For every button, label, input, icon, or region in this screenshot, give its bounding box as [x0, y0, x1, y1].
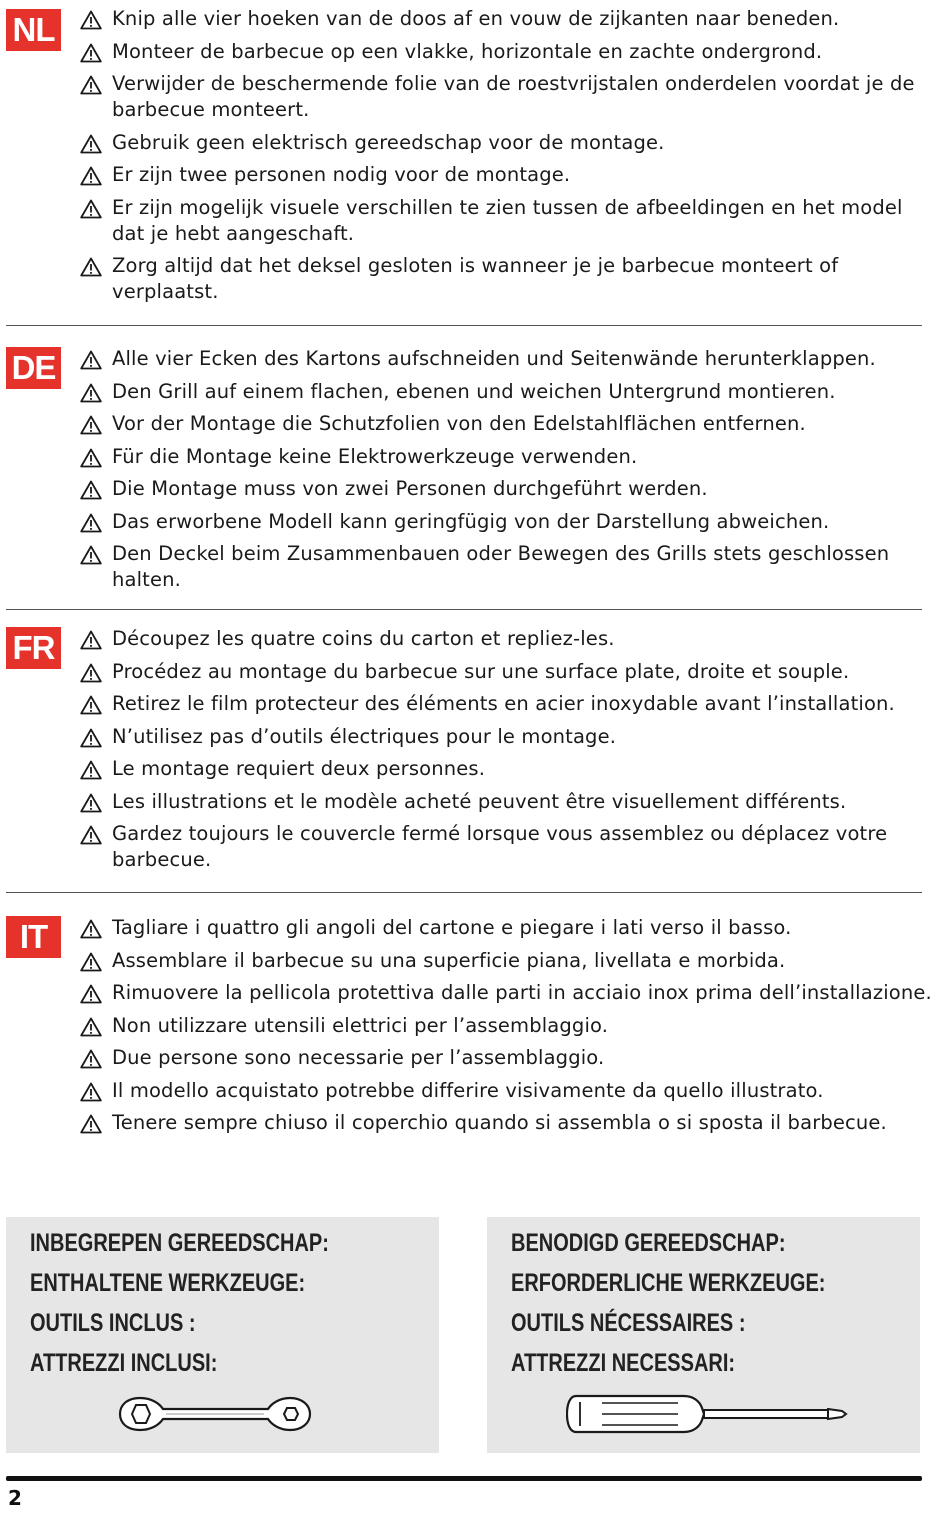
language-badge-it: IT [6, 916, 61, 958]
warning-icon [80, 480, 102, 500]
warning-item: Gardez toujours le couvercle fermé lorsque vous assemblez ou déplacez votre barbecue. [80, 821, 932, 873]
warning-item: Procédez au montage du barbecue sur une surface plate, droite et souple. [80, 659, 932, 685]
warning-icon [80, 1082, 102, 1102]
warning-item: Den Grill auf einem flachen, ebenen und weichen Untergrund montieren. [80, 379, 932, 405]
tools-required-label-de: ERFORDERLICHE WERKZEUGE: [511, 1269, 826, 1297]
tools-required-label-it: ATTREZZI NECESSARI: [511, 1349, 736, 1377]
tools-required-label-fr: OUTILS NÉCESSAIRES : [511, 1309, 746, 1337]
language-badge-nl: NL [6, 9, 61, 51]
warning-icon [80, 919, 102, 939]
warning-icon [80, 1114, 102, 1134]
warning-item: Verwijder de beschermende folie van de roestvrijstalen onderdelen voordat je de barbecue monteert. [80, 71, 932, 123]
warning-item: Vor der Montage die Schutzfolien von den Edelstahlflächen entfernen. [80, 411, 932, 437]
warning-list-it [80, 915, 932, 1143]
warning-item: Er zijn mogelijk visuele verschillen te zien tussen de afbeeldingen en het model dat je hebt aangeschaft. [80, 195, 932, 247]
warning-item: Découpez les quatre coins du carton et repliez-les. [80, 626, 932, 652]
tools-included-box [6, 1217, 439, 1453]
warning-item: Il modello acquistato potrebbe differire visivamente da quello illustrato. [80, 1078, 932, 1104]
warning-item: Tenere sempre chiuso il coperchio quando si assembla o si sposta il barbecue. [80, 1110, 932, 1136]
section-divider [6, 325, 922, 326]
warning-item: N’utilisez pas d’outils électriques pour le montage. [80, 724, 932, 750]
warning-icon [80, 10, 102, 30]
warning-icon [80, 513, 102, 533]
tools-required-label-nl: BENODIGD GEREEDSCHAP: [511, 1229, 786, 1257]
warning-list-fr [80, 626, 932, 880]
warning-icon [80, 793, 102, 813]
warning-item: Für die Montage keine Elektrowerkzeuge verwenden. [80, 444, 932, 470]
warning-icon [80, 448, 102, 468]
warning-item: Alle vier Ecken des Kartons aufschneiden und Seitenwände herunterklappen. [80, 346, 932, 372]
warning-item: Non utilizzare utensili elettrici per l’assemblaggio. [80, 1013, 932, 1039]
screwdriver-icon [566, 1390, 848, 1438]
page-number: 2 [8, 1486, 22, 1510]
warning-item: Les illustrations et le modèle acheté peuvent être visuellement différents. [80, 789, 932, 815]
wrench-icon [118, 1390, 312, 1438]
warning-item: Die Montage muss von zwei Personen durchgeführt werden. [80, 476, 932, 502]
tools-included-label-de: ENTHALTENE WERKZEUGE: [30, 1269, 306, 1297]
warning-icon [80, 199, 102, 219]
warning-icon [80, 75, 102, 95]
warning-icon [80, 695, 102, 715]
tools-included-label-nl: INBEGREPEN GEREEDSCHAP: [30, 1229, 329, 1257]
warning-icon [80, 43, 102, 63]
warning-icon [80, 728, 102, 748]
tools-required-box [487, 1217, 920, 1453]
warning-icon [80, 350, 102, 370]
warning-icon [80, 415, 102, 435]
warning-item: Assemblare il barbecue su una superficie piana, livellata e morbida. [80, 948, 932, 974]
tools-included-label-fr: OUTILS INCLUS : [30, 1309, 196, 1337]
warning-icon [80, 166, 102, 186]
warning-icon [80, 825, 102, 845]
warning-item: Retirez le film protecteur des éléments en acier inoxydable avant l’installation. [80, 691, 932, 717]
section-divider [6, 892, 922, 893]
warning-item: Den Deckel beim Zusammenbauen oder Bewegen des Grills stets geschlossen halten. [80, 541, 932, 593]
tools-included-label-it: ATTREZZI INCLUSI: [30, 1349, 218, 1377]
warning-item: Tagliare i quattro gli angoli del cartone e piegare i lati verso il basso. [80, 915, 932, 941]
warning-icon [80, 952, 102, 972]
warning-item: Zorg altijd dat het deksel gesloten is wanneer je je barbecue monteert of verplaatst. [80, 253, 932, 305]
warning-icon [80, 630, 102, 650]
warning-item: Das erworbene Modell kann geringfügig von der Darstellung abweichen. [80, 509, 932, 535]
footer-rule [6, 1476, 922, 1481]
warning-icon [80, 663, 102, 683]
warning-icon [80, 383, 102, 403]
warning-item: Due persone sono necessarie per l’assemblaggio. [80, 1045, 932, 1071]
warning-icon [80, 1017, 102, 1037]
warning-item: Le montage requiert deux personnes. [80, 756, 932, 782]
warning-item: Rimuovere la pellicola protettiva dalle parti in acciaio inox prima dell’installazione. [80, 980, 932, 1006]
warning-icon [80, 257, 102, 277]
warning-item: Er zijn twee personen nodig voor de montage. [80, 162, 932, 188]
warning-list-de [80, 346, 932, 600]
language-badge-de: DE [6, 347, 61, 389]
warning-item: Gebruik geen elektrisch gereedschap voor de montage. [80, 130, 932, 156]
warning-list-nl [80, 6, 932, 312]
language-badge-fr: FR [6, 627, 61, 669]
warning-icon [80, 134, 102, 154]
warning-icon [80, 760, 102, 780]
warning-item: Knip alle vier hoeken van de doos af en vouw de zijkanten naar beneden. [80, 6, 932, 32]
warning-icon [80, 545, 102, 565]
warning-icon [80, 984, 102, 1004]
section-divider [6, 609, 922, 610]
warning-item: Monteer de barbecue op een vlakke, horizontale en zachte ondergrond. [80, 39, 932, 65]
warning-icon [80, 1049, 102, 1069]
